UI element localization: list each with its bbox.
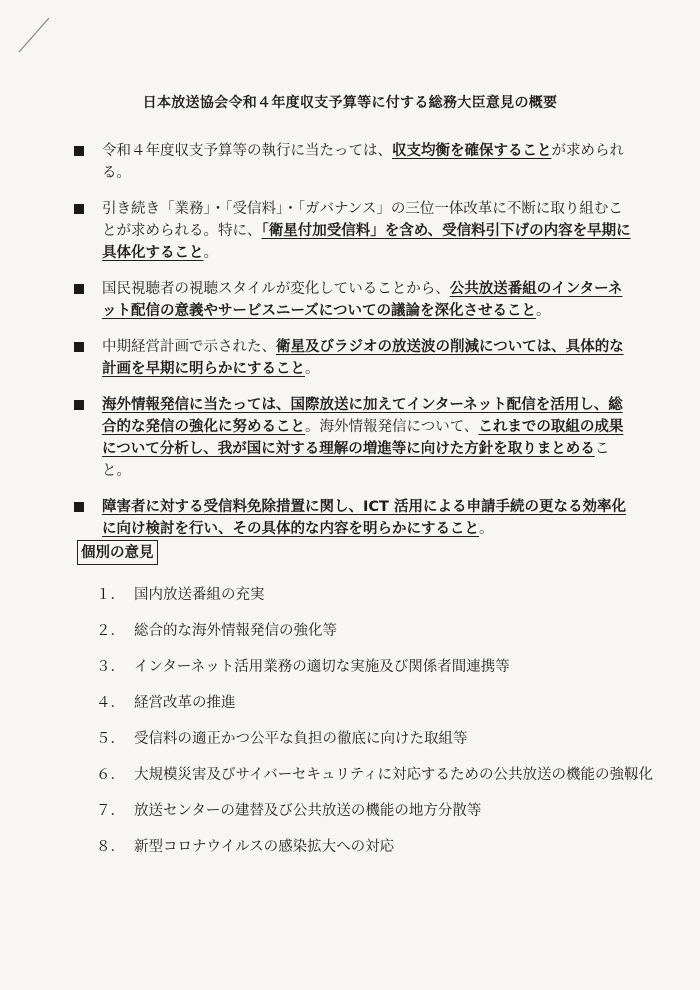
item-text: 放送センターの建替及び公共放送の機能の地方分散等 xyxy=(134,803,482,819)
item-text: 新型コロナウイルスの感染拡大への対応 xyxy=(134,839,395,855)
section-title: 個別の意見 xyxy=(77,540,158,565)
bullet-item xyxy=(70,278,635,322)
bullet-text-segment: 。 xyxy=(203,245,218,261)
item-number: ２． xyxy=(96,623,125,639)
square-bullet-icon xyxy=(74,502,84,512)
square-bullet-icon xyxy=(74,342,84,352)
bullet-text xyxy=(102,140,635,184)
item-number: ６． xyxy=(96,767,125,783)
bullet-text xyxy=(102,496,635,540)
item-text: 大規模災害及びサイバーセキュリティに対応するための公共放送の機能の強靱化 xyxy=(134,767,653,783)
bullet-text-segment: 。 xyxy=(535,303,551,319)
bullet-text-segment: 国民視聴者の視聴スタイルが変化していることから、 xyxy=(102,281,450,297)
item-number: １． xyxy=(96,587,125,603)
bullet-text xyxy=(102,278,635,322)
emphasized-text: 「衛星付加受信料」を含め、受信料引下げの内容を早期に具体化すること xyxy=(102,223,631,261)
list-item xyxy=(96,798,656,824)
bullet-text-segment: 。海外情報発信について、 xyxy=(305,419,479,435)
item-text: 総合的な海外情報発信の強化等 xyxy=(134,623,337,639)
square-bullet-icon xyxy=(74,400,84,410)
bullet-item xyxy=(70,496,635,540)
item-number: ４． xyxy=(96,695,125,711)
item-text: 受信料の適正かつ公平な負担の徹底に向けた取組等 xyxy=(134,731,468,747)
document-title: 日本放送協会令和４年度収支予算等に付する総務大臣意見の概要 xyxy=(142,95,558,111)
square-bullet-icon xyxy=(74,204,84,214)
item-number: ３． xyxy=(96,659,125,675)
item-text: 国内放送番組の充実 xyxy=(134,587,265,603)
bullet-text xyxy=(102,336,635,380)
item-number: ８． xyxy=(96,839,125,855)
list-item xyxy=(96,834,656,860)
item-text: インターネット活用業務の適切な実施及び関係者間連携等 xyxy=(134,659,510,675)
item-text: 経営改革の推進 xyxy=(134,695,236,711)
square-bullet-icon xyxy=(74,284,84,294)
emphasized-text: 障害者に対する受信料免除措置に関し、ICT 活用による申請手続の更なる効率化に向け検討を行い、その具体的な内容を明らかにすること xyxy=(102,499,626,537)
bullet-text xyxy=(102,198,635,264)
bullet-text-segment: 。 xyxy=(305,361,320,377)
bullet-text-segment: 令和４年度収支予算等の執行に当たっては、 xyxy=(102,143,392,159)
emphasized-text: 収支均衡を確保すること xyxy=(392,143,552,159)
bullet-item xyxy=(70,394,635,482)
bullet-item xyxy=(70,336,635,380)
item-number: ７． xyxy=(96,803,125,819)
list-item xyxy=(96,726,656,752)
pen-stroke-mark xyxy=(16,14,66,64)
bullet-item xyxy=(70,140,635,184)
list-item xyxy=(96,654,656,680)
emphasized-text: 公共放送番組のインターネット配信の意義やサービスニーズについての議論を深化させること xyxy=(102,281,623,319)
bullet-text-segment: 。 xyxy=(479,521,494,537)
emphasized-text: 海外情報発信に当たっては、国際放送に加えてインターネット配信を活用し、総合的な発信の強化に努めること xyxy=(102,397,623,435)
numbered-list xyxy=(96,582,656,870)
list-item xyxy=(96,690,656,716)
item-number: ５． xyxy=(96,731,125,747)
bullet-text-segment: 中期経営計画で示された、 xyxy=(102,339,276,355)
bullet-text xyxy=(102,394,635,482)
list-item xyxy=(96,618,656,644)
bullet-list xyxy=(70,140,635,554)
square-bullet-icon xyxy=(74,146,84,156)
emphasized-text: これまでの取組の成果について分析し、我が国に対する理解の増進等に向けた方針を取りまとめる xyxy=(102,419,624,457)
bullet-text-segment: が求められる。 xyxy=(102,143,624,181)
list-item xyxy=(96,762,656,788)
bullet-text-segment: 引き続き「業務」・「受信料」・「ガバナンス」の三位一体改革に不断に取り組むことが求められる。特に、 xyxy=(102,201,623,239)
emphasized-text: 衛星及びラジオの放送波の削減については、具体的な計画を早期に明らかにすること xyxy=(102,339,624,377)
bullet-text-segment: こと。 xyxy=(102,441,610,479)
list-item xyxy=(96,582,656,608)
bullet-item xyxy=(70,198,635,264)
